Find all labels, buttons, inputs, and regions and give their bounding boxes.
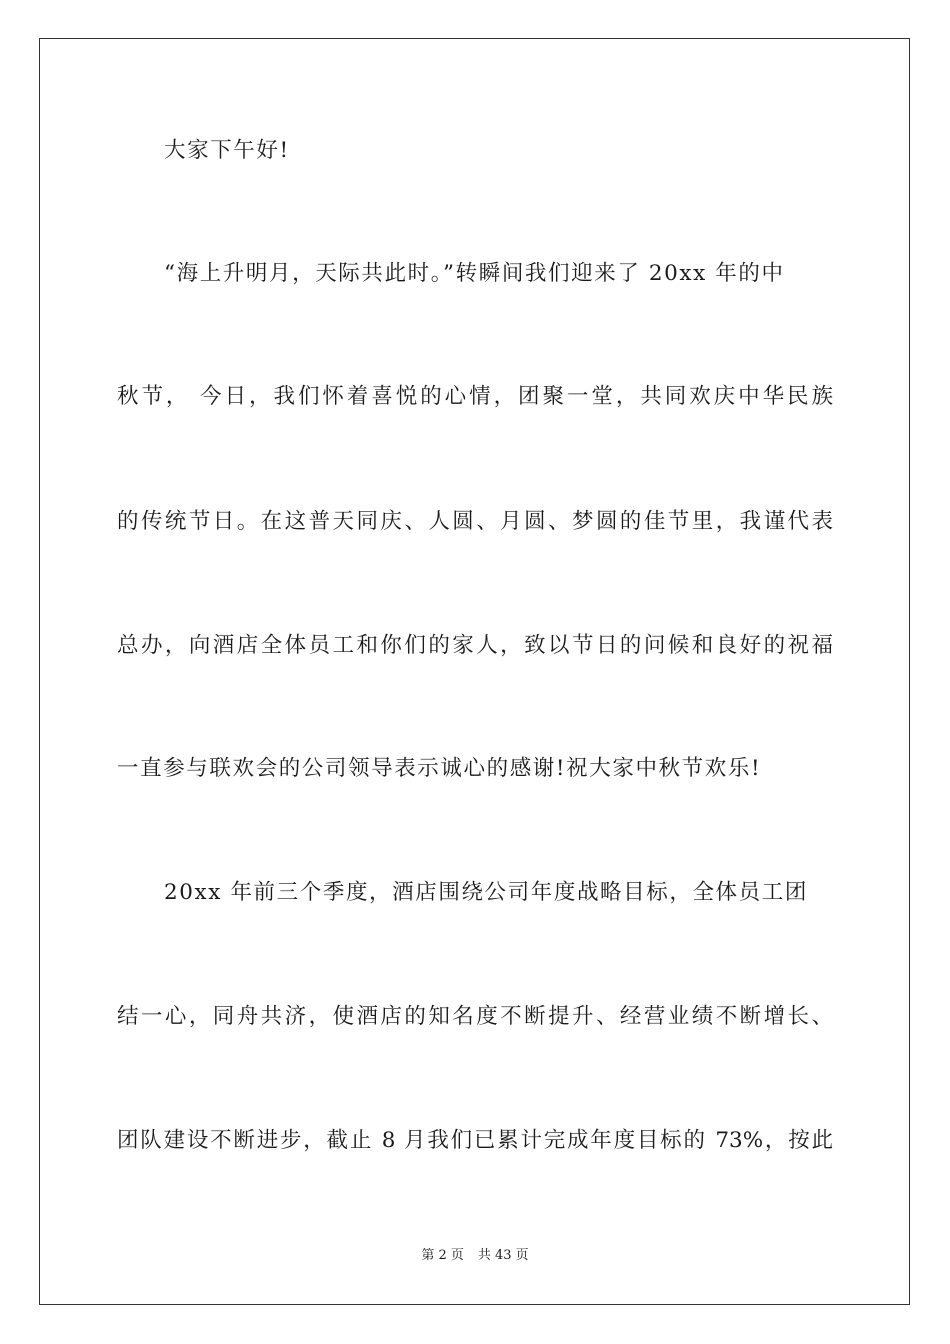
body-line-1: “海上升明月，天际共此时。”转瞬间我们迎来了 20xx 年的中 (164, 261, 785, 286)
page-total: 共 43 页 (477, 1248, 529, 1263)
body-line-4: 总办，向酒店全体员工和你们的家人，致以节日的问候和良好的祝福 (117, 633, 833, 658)
page-footer (0, 1247, 950, 1265)
page-number: 第 2 页 (421, 1248, 464, 1263)
greeting-line: 大家下午好! (164, 138, 290, 163)
page-border (39, 38, 910, 1305)
body-line-2: 秋节， 今日，我们怀着喜悦的心情，团聚一堂，共同欢庆中华民族 (117, 384, 833, 409)
body-line-5: 一直参与联欢会的公司领导表示诚心的感谢!祝大家中秋节欢乐! (117, 756, 762, 781)
body-line-3: 的传统节日。在这普天同庆、人圆、月圆、梦圆的佳节里，我谨代表 (117, 509, 833, 534)
body-line-7: 结一心，同舟共济，使酒店的知名度不断提升、经营业绩不断增长、 (117, 1004, 833, 1029)
body-line-6: 20xx 年前三个季度，酒店围绕公司年度战略目标，全体员工团 (164, 880, 808, 905)
body-line-8: 团队建设不断进步，截止 8 月我们已累计完成年度目标的 73%，按此 (117, 1128, 833, 1153)
